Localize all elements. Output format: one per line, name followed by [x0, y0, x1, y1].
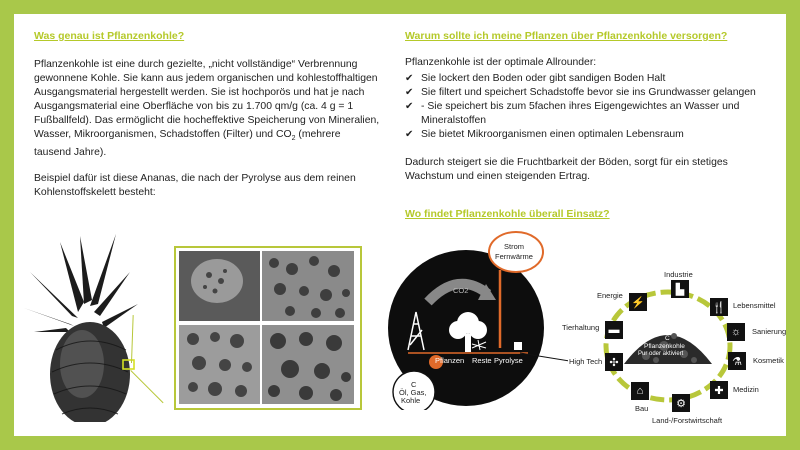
center-subtitle-label: Pur oder aktiviert [638, 351, 684, 357]
pineapple-image [20, 232, 150, 422]
sem-image-4 [262, 325, 354, 404]
land-label: Land-/Forstwirtschaft [652, 416, 723, 425]
para1-end: (mehrere tausend Jahre). [34, 129, 341, 159]
left-paragraph-1 [34, 58, 380, 160]
slide [14, 14, 786, 436]
sem-image-1 [179, 251, 260, 321]
benefits-list [405, 72, 777, 142]
remediation-icon: ☼ [727, 323, 745, 341]
c-label: C [411, 380, 417, 389]
cosmetics-icon: ⚗ [728, 352, 746, 370]
bau-label: Bau [635, 404, 649, 413]
medicine-icon: ✚ [710, 381, 728, 399]
pyrolyse-icon [514, 342, 522, 350]
tractor-icon: ⚙ [672, 394, 690, 412]
benefits-intro: Pflanzenkohle ist der optimale Allrounder: [405, 57, 597, 68]
left-paragraph-2: Beispiel dafür ist diese Ananas, die nach der Pyrolyse aus dem reinen Kohlenstoffskelett besteht: [34, 173, 356, 198]
oil-gas-label: Öl, Gas, [399, 388, 427, 397]
sem-image-3 [179, 325, 260, 404]
cow-icon: ▬ [605, 321, 623, 339]
tierhaltung-label: Tierhaltung [562, 323, 600, 332]
right-heading-2: Wo findet Pflanzenkohle überall Einsatz? [405, 208, 610, 220]
food-icon: 🍴 [710, 298, 728, 316]
check-icon: ✔ [405, 87, 414, 98]
check-icon: ✔ [405, 129, 414, 140]
fernwaerme-label: Fernwärme [495, 252, 533, 261]
benefits-conclusion: Dadurch steigert sie die Fruchtbarkeit der Böden, sorgt für ein stetiges Wachstum und einen steigenden Ertrag. [405, 157, 728, 182]
left-heading: Was genau ist Pflanzenkohle? [34, 30, 185, 42]
co2-label: CO2 [453, 286, 469, 295]
energie-label: Energie [597, 291, 623, 300]
hightech-label: High Tech [569, 357, 603, 366]
strom-label: Strom [504, 242, 525, 251]
benefit-item: ✔ Sie filtert und speichert Schadstoffe bevor sie ins Grundwasser gelangen [405, 87, 756, 98]
para1-text: Pflanzenkohle ist eine durch gezielte, „nicht vollständige“ Verbrennung gewonnene Kohle. Sie kann aus jedem organischen und kohlestoffhaltigen Ausgangsmaterial hergestellt werden. Sie ist hochporös und hat je nach Ausgangsmaterial eine Oberfläche von bis zu 1.700 qm/g (ca. 4 g = 1 Fußballfeld). Das ermöglicht die hocheffektive Speicherung von Mineralien, Wasser, Mikroorganismen, Schadstoffen (Filter) und CO [34, 59, 380, 140]
sem-image-2 [262, 251, 354, 321]
benefit-item: ✔ Sie bietet Mikroorganismen einen optimalen Lebensraum [405, 129, 684, 140]
pflanzen-label: Pflanzen [435, 356, 465, 365]
lightning-icon: ⚡ [629, 293, 647, 311]
center-c-label: C [665, 335, 670, 342]
sanierung-label: Sanierung [752, 327, 787, 336]
check-icon: ✔ [405, 101, 414, 112]
kohle-label: Kohle [401, 396, 421, 405]
check-icon: ✔ [405, 73, 414, 84]
center-pflanzenkohle-label: Pflanzenkohle [644, 343, 685, 350]
benefit-item: ✔ - Sie speichert bis zum 5fachen ihres Eigengewichtes an Wasser und Mineralstoffen [405, 101, 740, 126]
medizin-label: Medizin [733, 385, 759, 394]
lebensmittel-label: Lebensmittel [733, 301, 776, 310]
right-heading-1: Warum sollte ich meine Pflanzen über Pflanzenkohle versorgen? [405, 30, 728, 42]
co2-subscript: 2 [291, 135, 296, 143]
industrie-label: Industrie [664, 270, 693, 279]
kosmetik-label: Kosmetik [753, 356, 784, 365]
pyrolyse-label: Pyrolyse [494, 356, 523, 365]
reste-label: Reste [472, 356, 492, 365]
benefit-item: ✔ Sie lockert den Boden oder gibt sandigen Boden Halt [405, 73, 666, 84]
hightech-icon: ✣ [605, 353, 623, 371]
microscope-image-panel [174, 246, 362, 410]
house-icon: ⌂ [631, 382, 649, 400]
industry-icon: ▙ [671, 280, 689, 298]
benefits-block [405, 56, 777, 142]
